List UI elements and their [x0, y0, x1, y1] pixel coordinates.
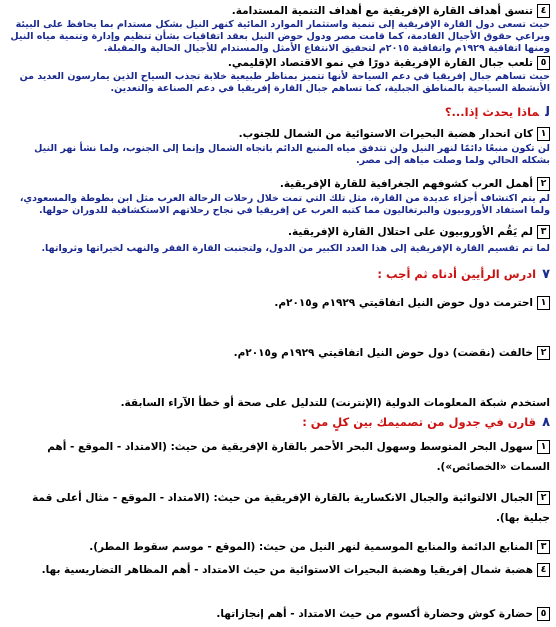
compare-item-2: [4, 488, 550, 528]
question-text: لم يَقُم الأوروبيون على احتلال القارة الإفريقية.: [287, 226, 533, 238]
what-if-question-3: [4, 225, 550, 239]
compare-text: المنابع الدائمة والمنابع الموسمية لنهر النيل من حيث: (الموقع - موسم سقوط المطر).: [89, 541, 533, 553]
section-title: ادرس الرأيين أدناه ثم أجب :: [377, 267, 537, 281]
question-text: تنسق أهداف القارة الإفريقية مع أهداف التنمية المستدامة.: [231, 5, 533, 17]
compare-number-box: ٢: [537, 491, 550, 505]
section-mark: ل: [545, 105, 550, 120]
question-number-box: ٣: [537, 225, 550, 239]
answer-4: حيث تسعى دول القارة الإفريقية إلى تنمية واستثمار الموارد المائية كنهر النيل بشكل مستدام بما يحافظ على البيئة ويراعي حقوق الأجيال القادمة، كما قامت مصر ودول حوض النيل بعقد اتفاقيات بشأن تنظيم وإدارة وتنمية مياه النيل ومنها اتفاقية ١٩٢٩م واتفاقية ٢٠١٥م لتحقيق الانتفاع الأمثل والمستدام للأجيال الحالية والمقبلة.: [10, 19, 550, 54]
compare-item-3: [4, 540, 550, 554]
answer-5: حيث تساهم جبال إفريقيا في دعم السياحة لأنها تتميز بمناظر طبيعية خلابة تجذب السياح الذين يمارسون العديد من الأنشطة السياحية بالمناطق الجبلية، كما تساهم جبال القارة إفريقيا في دعم الصناعة والتعدين.: [19, 71, 550, 94]
section-heading-what-if: [4, 104, 550, 121]
compare-number-box: ٤: [537, 563, 550, 577]
question-text: أهمل العرب كشوفهم الجغرافية للقارة الإفريقية.: [279, 178, 533, 190]
section-heading-opinions: [4, 266, 550, 283]
what-if-question-2: [4, 177, 550, 191]
question-text: كان انحدار هضبة البحيرات الاستوائية من الشمال للجنوب.: [238, 128, 533, 140]
section-mark: ٧: [542, 267, 550, 282]
compare-text: هضبة شمال إفريقيا وهضبة البحيرات الاستوائية من حيث الامتداد - أهم المظاهر التضاريسية بها.: [41, 564, 533, 576]
section-title: ماذا يحدث إذا...؟: [444, 105, 540, 119]
question-4: [4, 4, 550, 18]
compare-text: الجبال الالتوائية والجبال الانكسارية بالقارة الإفريقية من حيث: (الامتداد - الموقع - مثال أعلى قمة جبلية بها).: [32, 492, 550, 524]
question-number-box: ٥: [537, 56, 550, 70]
opinion-number-box: ١: [537, 296, 550, 310]
question-number-box: ١: [537, 127, 550, 141]
compare-text: سهول البحر المتوسط وسهول البحر الأحمر بالقارة الإفريقية من حيث: (الامتداد - الموقع - أهم السمات «الخصائص»).: [47, 441, 550, 473]
question-number-box: ٢: [537, 177, 550, 191]
compare-number-box: ١: [537, 440, 550, 454]
opinion-2: [4, 346, 550, 360]
what-if-question-1: [4, 127, 550, 141]
section-title: قارن في جدول من تصميمك بين كلٍ من :: [302, 415, 537, 429]
opinion-1: [4, 296, 550, 310]
section-mark: ٨: [542, 415, 550, 430]
question-text: تلعب جبال القارة الإفريقية دورًا في نمو الاقتصاد الإقليمي.: [227, 57, 533, 69]
compare-item-4: [4, 560, 550, 580]
question-5: [4, 56, 550, 70]
opinion-text: احترمت دول حوض النيل اتفاقيتي ١٩٢٩م و٢٠١٥م.: [274, 297, 533, 309]
compare-item-1: [4, 437, 550, 477]
what-if-answer-3: لما تم تقسيم القارة الإفريقية إلى هذا العدد الكبير من الدول، ولتجنبت القارة الفقر والنهب لخيراتها وثرواتها.: [41, 243, 550, 254]
opinion-number-box: ٢: [537, 346, 550, 360]
compare-text: حضارة كوش وحضارة أكسوم من حيث الامتداد - أهم إنجازاتها.: [216, 608, 533, 620]
question-number-box: ٤: [537, 4, 550, 18]
section-heading-compare: [4, 414, 550, 431]
opinions-instruction: استخدم شبكة المعلومات الدولية (الإنترنت) للتدليل على صحة أو خطأ الآراء السابقة.: [120, 397, 550, 409]
what-if-answer-1: لن تكون منبعًا دائمًا لنهر النيل ولن تتدفق مياه المنبع الدائم باتجاه الشمال وإنما إلى الجنوب، ولما نشأ نهر النيل بشكله الحالي ولما وصلت مياهه إلى مصر.: [34, 143, 550, 166]
compare-item-5: [4, 607, 550, 621]
compare-number-box: ٥: [537, 607, 550, 621]
what-if-answer-2: لم يتم اكتشاف أجزاء عديدة من القارة، مثل تلك التي تمت خلال رحلات الرحالة العرب مثل ابن بطوطة والمسعودي، ولما استفاد الأوروبيون والبرتغاليون مما كتبه العرب عن إفريقيا في نجاح رحلاتهم الاستكشافية للدوران حولها.: [19, 193, 550, 216]
opinion-text: خالفت (نقضت) دول حوض النيل اتفاقيتي ١٩٢٩م و٢٠١٥م.: [233, 347, 533, 359]
compare-number-box: ٣: [537, 540, 550, 554]
